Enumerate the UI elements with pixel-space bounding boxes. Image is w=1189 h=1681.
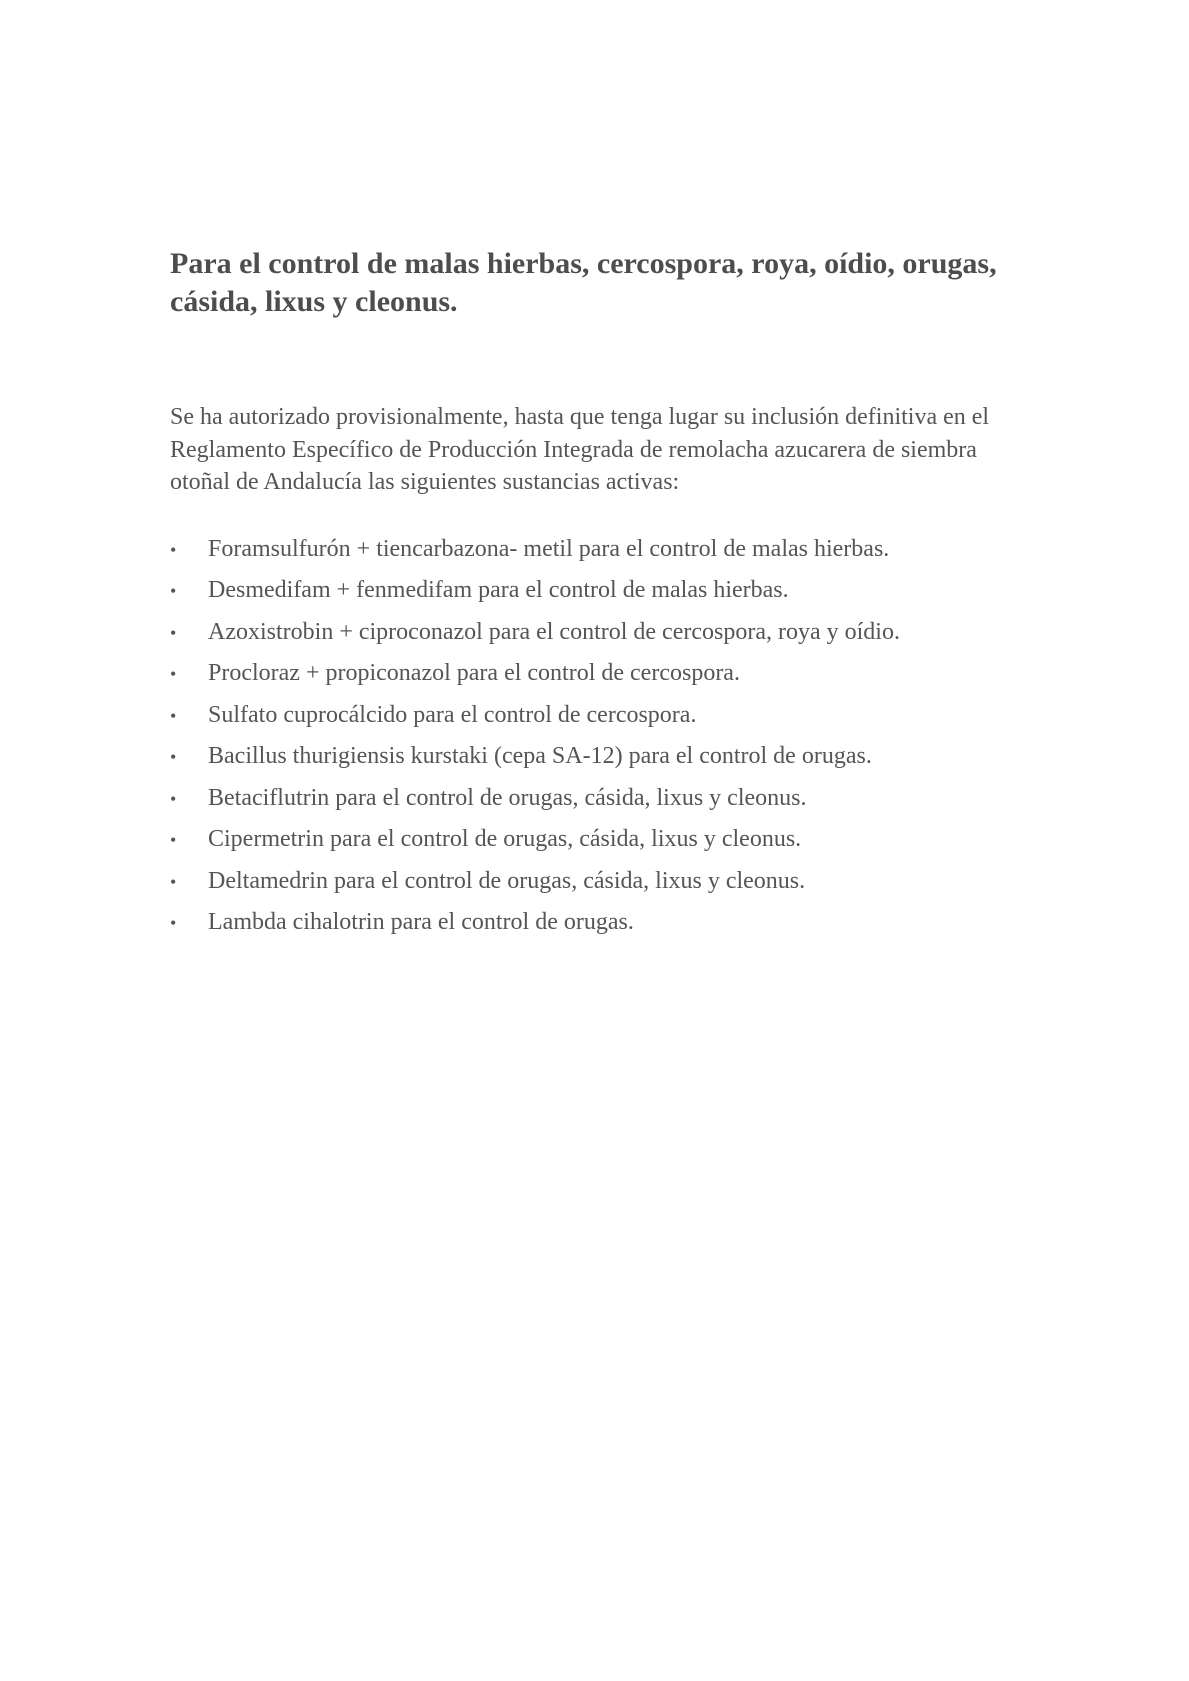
- list-item: [170, 861, 1030, 903]
- list-item: [170, 819, 1030, 861]
- list-item-text: Betaciflutrin para el control de orugas, cásida, lixus y cleonus.: [208, 784, 807, 811]
- substances-list: [170, 529, 1030, 944]
- list-item-text: Bacillus thurigiensis kurstaki (cepa SA-12) para el control de orugas.: [208, 743, 872, 769]
- bullet-icon: •: [170, 539, 177, 560]
- list-item-text: Foramsulfurón + tiencarbazona- metil para el control de malas hierbas.: [208, 535, 890, 562]
- list-item: [170, 902, 1030, 944]
- bullet-icon: •: [170, 664, 177, 684]
- intro-paragraph: Se ha autorizado provisionalmente, hasta que tenga lugar su inclusión definitiva en el Reglamento Específico de Producción Integrada de remolacha azucarera de siembra otoñal de Andalucía las siguientes sustancias activas:: [170, 404, 990, 495]
- list-item-text: Procloraz + propiconazol para el control de cercospora.: [208, 660, 740, 686]
- bullet-icon: •: [170, 913, 177, 933]
- bullet-icon: •: [170, 581, 177, 601]
- list-item-text: Desmedifam + fenmedifam para el control de malas hierbas.: [208, 577, 789, 603]
- bullet-icon: •: [170, 871, 177, 892]
- list-item: [170, 736, 1030, 778]
- list-item: [170, 529, 1030, 571]
- list-item-text: Azoxistrobin + ciproconazol para el control de cercospora, roya y oídio.: [208, 618, 900, 645]
- document-page: [170, 245, 1030, 944]
- bullet-icon: •: [170, 747, 177, 767]
- page-heading: Para el control de malas hierbas, cercospora, roya, oídio, orugas, cásida, lixus y cleonus.: [170, 247, 997, 318]
- bullet-icon: •: [170, 622, 177, 643]
- bullet-icon: •: [170, 788, 177, 809]
- list-item: [170, 695, 1030, 737]
- list-item: [170, 778, 1030, 820]
- list-item-text: Lambda cihalotrin para el control de orugas.: [208, 909, 634, 935]
- bullet-icon: •: [170, 705, 177, 726]
- list-item-text: Sulfato cuprocálcido para el control de cercospora.: [208, 701, 697, 728]
- list-item: [170, 612, 1030, 654]
- list-item-text: Deltamedrin para el control de orugas, cásida, lixus y cleonus.: [208, 867, 806, 894]
- bullet-icon: •: [170, 830, 177, 850]
- list-item: [170, 570, 1030, 612]
- list-item: [170, 653, 1030, 695]
- list-item-text: Cipermetrin para el control de orugas, cásida, lixus y cleonus.: [208, 826, 802, 852]
